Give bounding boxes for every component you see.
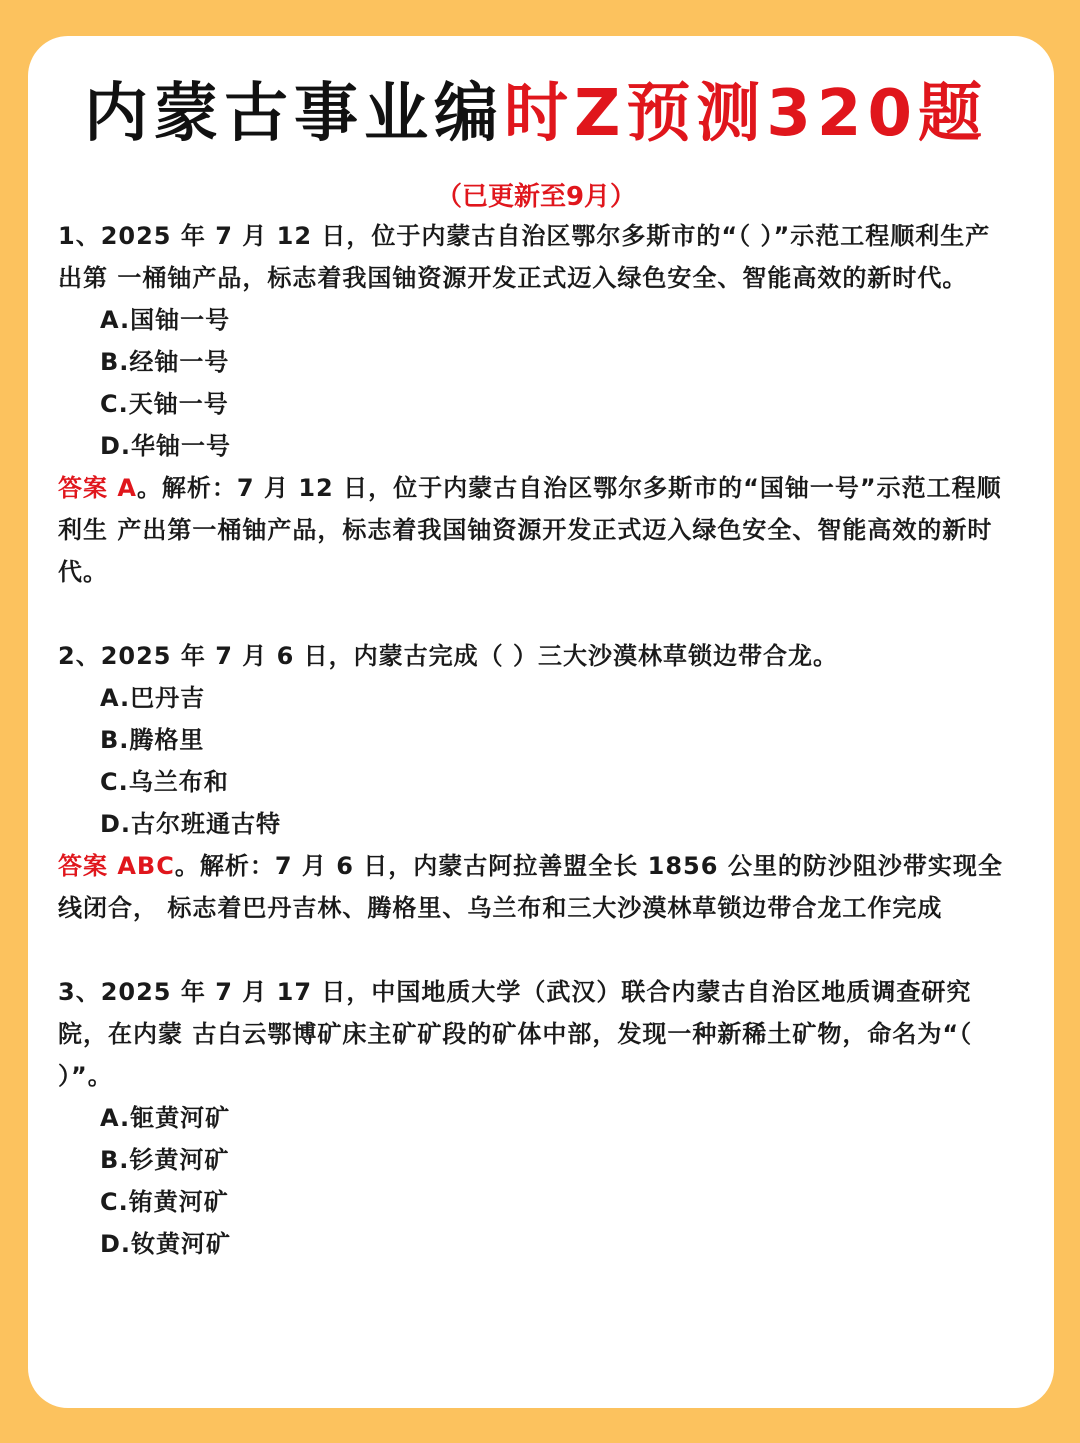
content-card (28, 36, 1054, 1408)
option-d: D.钕黄河矿 (100, 1229, 232, 1258)
question-stem: 1、2025 年 7 月 12 日，位于内蒙古自治区鄂尔多斯市的“（ ）”示范工程顺利生产出第 一桶铀产品，标志着我国铀资源开发正式迈入绿色安全、智能高效的新时代。 (58, 221, 991, 292)
option-list (100, 677, 1014, 845)
option-d: D.华铀一号 (100, 431, 232, 460)
option-a: A.钷黄河矿 (100, 1103, 231, 1132)
option-c: C.天铀一号 (100, 389, 229, 418)
explanation-text: 。解析：7 月 12 日，位于内蒙古自治区鄂尔多斯市的“国铀一号”示范工程顺利生 产出第一桶铀产品，标志着我国铀资源开发正式迈入绿色安全、智能高效的新时代。 (58, 473, 1002, 586)
option-b: B.腾格里 (100, 725, 205, 754)
option-a: A.国铀一号 (100, 305, 231, 334)
answer-explanation (58, 467, 1014, 593)
spacer (58, 929, 1014, 971)
option-d: D.古尔班通古特 (100, 809, 282, 838)
answer-label: 答案 A (58, 473, 137, 502)
option-list (100, 1097, 1014, 1265)
option-b: B.经铀一号 (100, 347, 230, 376)
question-3 (58, 971, 1014, 1265)
answer-explanation (58, 845, 1014, 929)
spacer (58, 593, 1014, 635)
explanation-text: 。解析：7 月 6 日，内蒙古阿拉善盟全长 1856 公里的防沙阻沙带实现全线闭合， 标志着巴丹吉林、腾格里、乌兰布和三大沙漠林草锁边带合龙工作完成 (58, 851, 1003, 922)
option-c: C.铕黄河矿 (100, 1187, 229, 1216)
option-list (100, 299, 1014, 467)
update-note: （已更新至9月） (435, 181, 637, 212)
question-stem: 2、2025 年 7 月 6 日，内蒙古完成（ ）三大沙漠林草锁边带合龙。 (58, 641, 839, 670)
question-stem: 3、2025 年 7 月 17 日，中国地质大学（武汉）联合内蒙古自治区地质调查研究院，在内蒙 古白云鄂博矿床主矿矿段的矿体中部，发现一种新稀土矿物，命名为“（ ）”。 (58, 977, 973, 1090)
question-1 (58, 215, 1014, 593)
option-b: B.钐黄河矿 (100, 1145, 230, 1174)
title-black-part: 内蒙古事业编 (84, 77, 504, 151)
title-red-part: 时Z预测320题 (504, 77, 988, 151)
option-c: C.乌兰布和 (100, 767, 229, 796)
page-title (58, 76, 1014, 153)
answer-label: 答案 ABC (58, 851, 175, 880)
question-2 (58, 635, 1014, 929)
option-a: A.巴丹吉 (100, 683, 206, 712)
